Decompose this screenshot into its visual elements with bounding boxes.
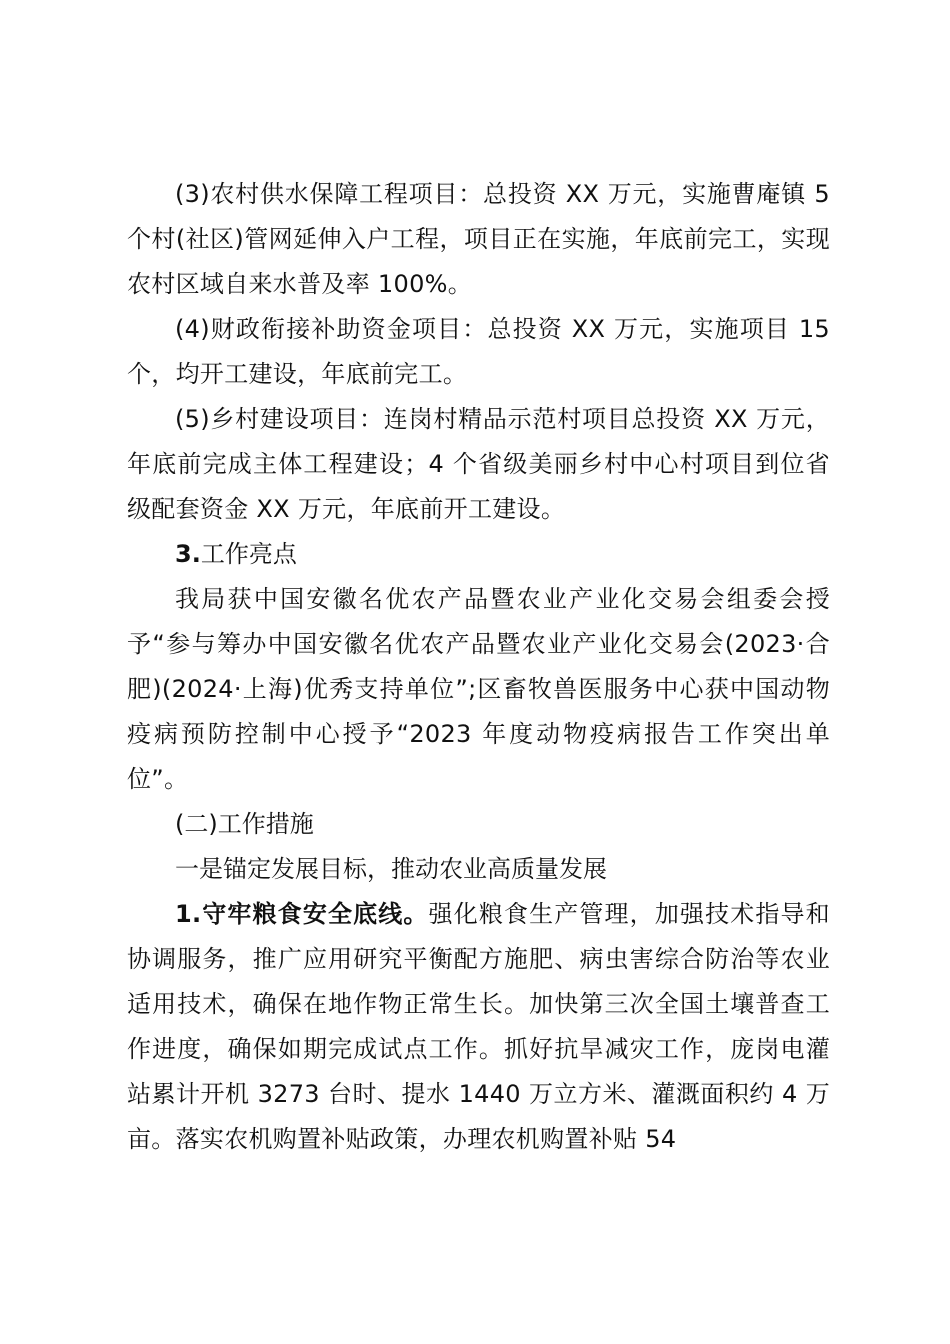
paragraph-body-text: 强化粮食生产管理，加强技术指导和协调服务，推广应用研究平衡配方施肥、病虫害综合防治等农业适用技术，确保在地作物正常生长。加快第三次全国土壤普查工作进度，确保如期完成试点工作。抓好抗旱减灾工作，庞岗电灌站累计开机 3273 台时、提水 1440 万立方米、灌溉面积约 4 万亩。落实农机购置补贴政策，办理农机购置补贴 54: [127, 900, 830, 1153]
paragraph-rural-water-supply: (3)农村供水保障工程项目：总投资 XX 万元，实施曹庵镇 5 个村(社区)管网延伸入户工程，项目正在实施，年底前完工，实现农村区域自来水普及率 100%。: [127, 180, 830, 298]
document-page: [127, 172, 830, 1162]
section-heading-highlights: [127, 532, 830, 577]
section-heading-measures: (二)工作措施: [175, 810, 314, 838]
paragraph-lead-text: 1.守牢粮食安全底线。: [175, 900, 429, 928]
subsection-heading-goals: 一是锚定发展目标，推动农业高质量发展: [175, 855, 607, 883]
section-heading-text: 工作亮点: [200, 540, 297, 568]
paragraph-rural-construction: (5)乡村建设项目：连岗村精品示范村项目总投资 XX 万元，年底前完成主体工程建设；4 个省级美丽乡村中心村项目到位省级配套资金 XX 万元，年底前开工建设。: [127, 405, 830, 523]
paragraph-fiscal-subsidy: (4)财政衔接补助资金项目：总投资 XX 万元，实施项目 15 个，均开工建设，年底前完工。: [127, 315, 830, 388]
paragraph-awards: 我局获中国安徽名优农产品暨农业产业化交易会组委会授予“参与筹办中国安徽名优农产品暨农业产业化交易会(2023·合肥)(2024·上海)优秀支持单位”;区畜牧兽医服务中心获中国动物疫病预防控制中心授予“2023 年度动物疫病报告工作突出单位”。: [127, 585, 830, 793]
paragraph-food-security: [127, 892, 830, 1162]
section-heading-number: 3.: [175, 540, 201, 568]
